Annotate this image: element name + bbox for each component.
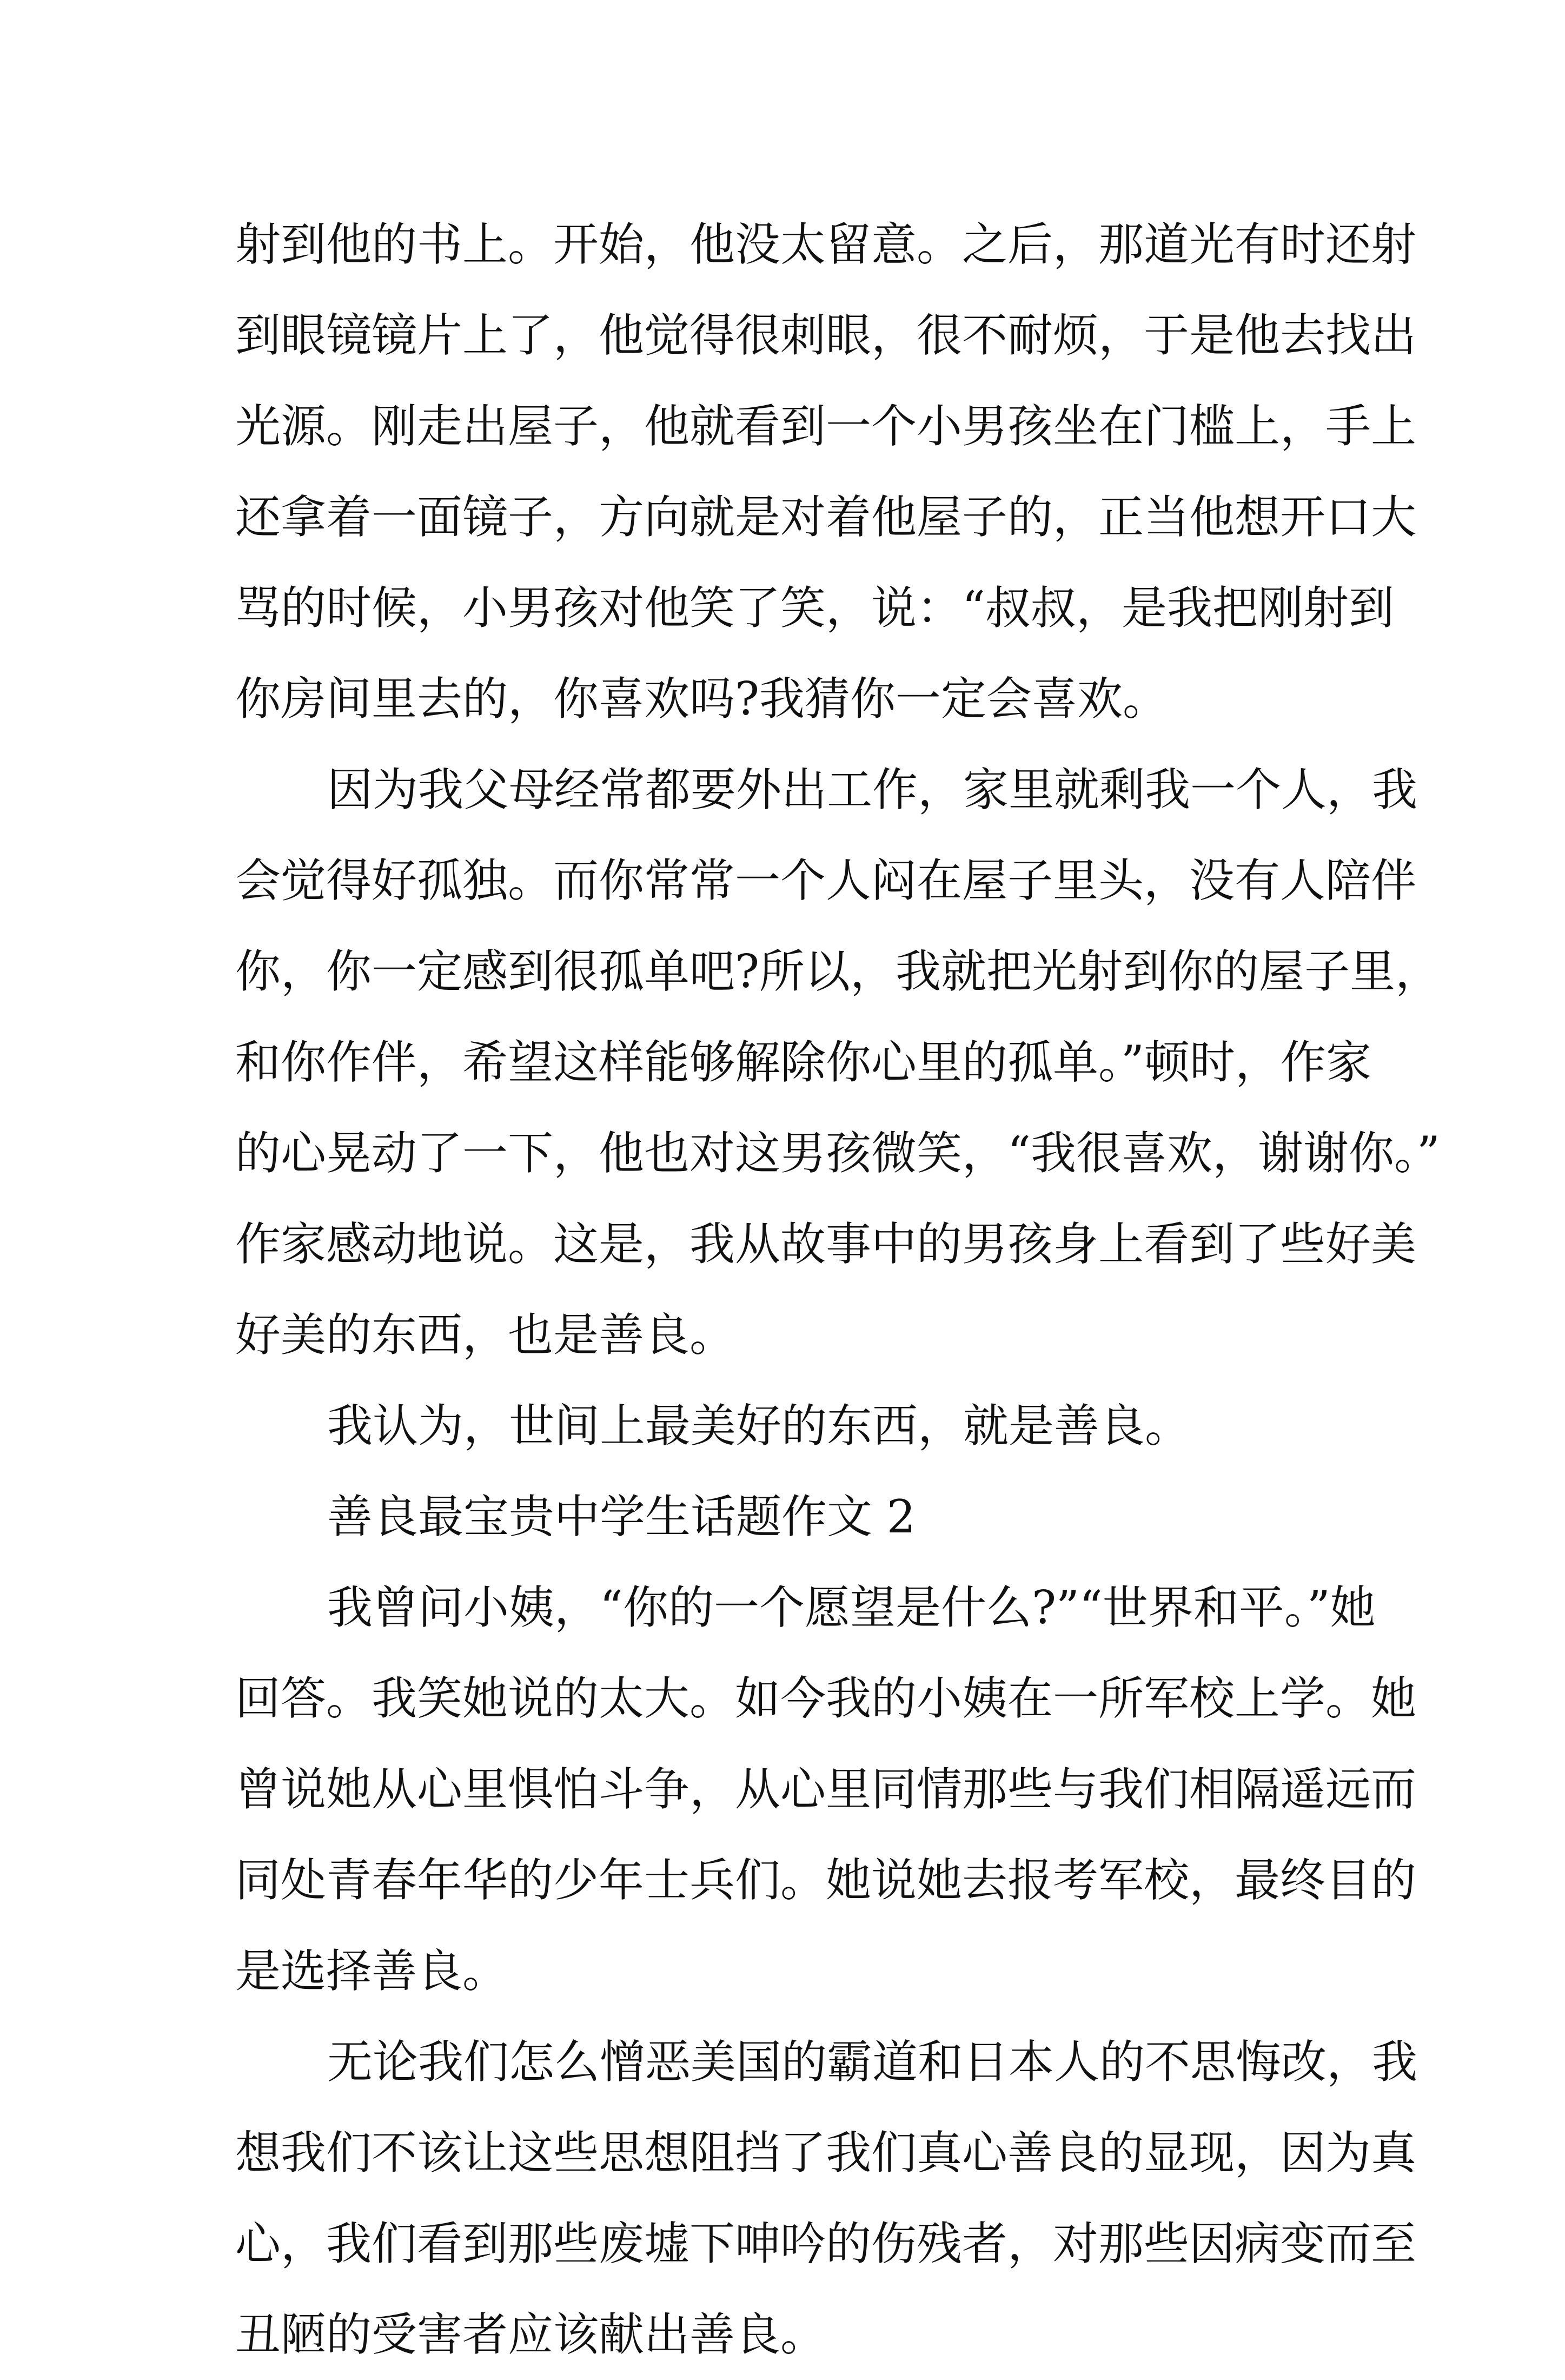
text-line: 你，你一定感到很孤单吧?所以，我就把光射到你的屋子里， xyxy=(235,945,1441,998)
text-line: 作家感动地说。这是，我从故事中的男孩身上看到了些好美 xyxy=(235,1218,1417,1271)
text-line: 射到他的书上。开始，他没太留意。之后，那道光有时还射 xyxy=(235,218,1417,271)
text-line: 骂的时候，小男孩对他笑了笑，说：“叔叔，是我把刚射到 xyxy=(235,581,1394,634)
text-line: 丑陋的受害者应该献出善良。 xyxy=(235,2308,826,2361)
text-line: 曾说她从心里惧怕斗争，从心里同情那些与我们相隔遥远而 xyxy=(235,1763,1417,1816)
text-line: 会觉得好孤独。而你常常一个人闷在屋子里头，没有人陪伴 xyxy=(235,854,1417,907)
text-line: 光源。刚走出屋子，他就看到一个小男孩坐在门槛上，手上 xyxy=(235,400,1417,453)
paragraph-start-line: 我曾问小姨，“你的一个愿望是什么?”“世界和平。”她 xyxy=(327,1581,1376,1634)
paragraph-start-line: 我认为，世间上最美好的东西，就是善良。 xyxy=(327,1399,1191,1452)
text-line: 回答。我笑她说的太大。如今我的小姨在一所军校上学。她 xyxy=(235,1672,1417,1725)
text-line: 的心晃动了一下，他也对这男孩微笑，“我很喜欢，谢谢你。” xyxy=(235,1127,1440,1180)
text-line: 心，我们看到那些废墟下呻吟的伤残者，对那些因病变而至 xyxy=(235,2217,1417,2270)
paragraph-start-line: 无论我们怎么憎恶美国的霸道和日本人的不思悔改，我 xyxy=(327,2035,1418,2088)
text-line: 好美的东西，也是善良。 xyxy=(235,1308,735,1361)
text-line: 是选择善良。 xyxy=(235,1945,508,1998)
paragraph-start-line: 因为我父母经常都要外出工作，家里就剩我一个人，我 xyxy=(327,763,1418,816)
text-line: 想我们不该让这些思想阻挡了我们真心善良的显现，因为真 xyxy=(235,2126,1417,2179)
text-line: 你房间里去的，你喜欢吗?我猜你一定会喜欢。 xyxy=(235,672,1169,725)
text-line: 和你作伴，希望这样能够解除你心里的孤单。”顿时，作家 xyxy=(235,1036,1371,1089)
text-line: 还拿着一面镜子，方向就是对着他屋子的，正当他想开口大 xyxy=(235,491,1417,544)
text-line: 同处青春年华的少年士兵们。她说她去报考军校，最终目的 xyxy=(235,1854,1417,1907)
text-line: 到眼镜镜片上了，他觉得很刺眼，很不耐烦，于是他去找出 xyxy=(235,309,1417,362)
article-body xyxy=(235,199,1441,2380)
section-heading: 善良最宝贵中学生话题作文 2 xyxy=(327,1490,916,1543)
